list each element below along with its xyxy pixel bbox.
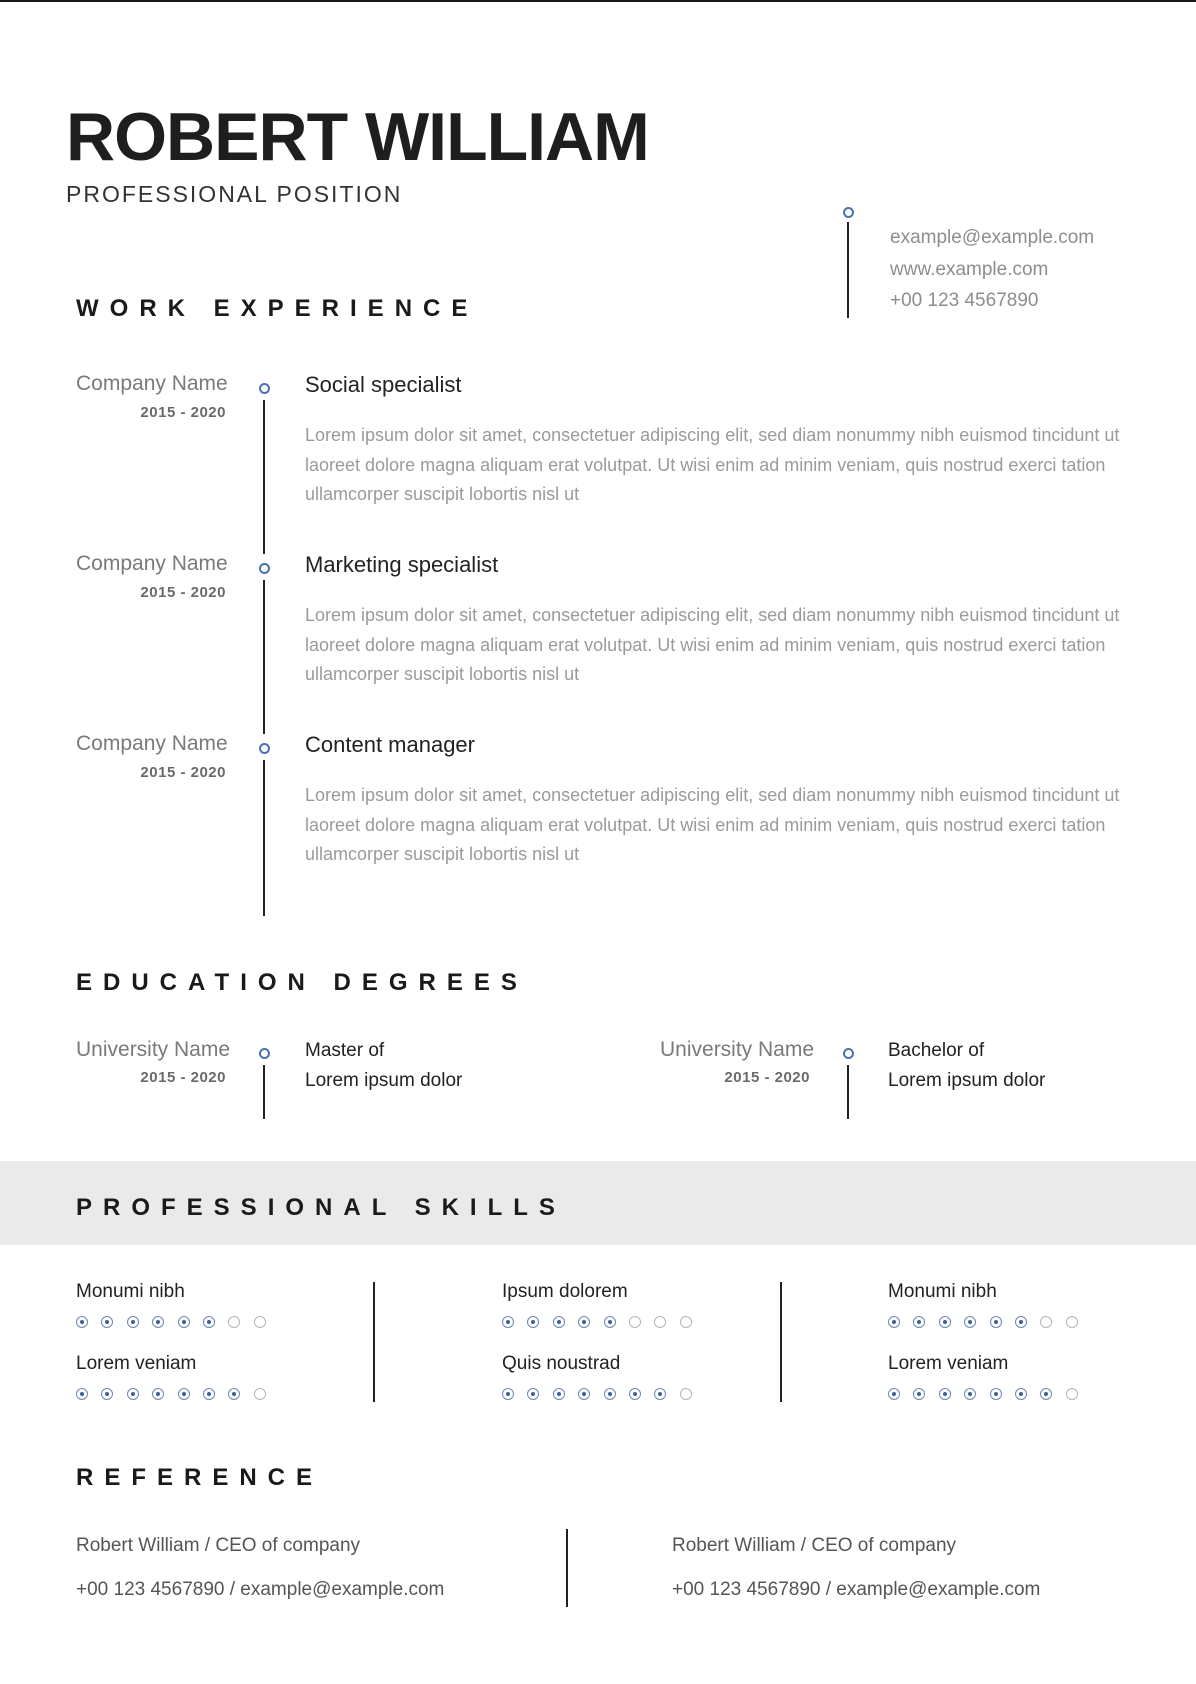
- rating-dot-filled: [152, 1388, 164, 1400]
- skill-rating: [76, 1388, 266, 1400]
- work-company-1: Company Name: [76, 372, 228, 395]
- work-company-3: Company Name: [76, 732, 228, 755]
- edu-years-2: 2015 - 2020: [724, 1069, 810, 1086]
- rating-dot-filled: [578, 1388, 590, 1400]
- work-description-2: Lorem ipsum dolor sit amet, consectetuer adipiscing elit, sed diam nonummy nibh euismod tincidunt ut laoreet dolore magna aliquam erat volutpat. Ut wisi enim ad minim veniam, quis nostrud exerci tation ullamcorper suscipit lobortis nisl ut: [305, 605, 1120, 684]
- rating-dot-filled: [203, 1388, 215, 1400]
- skill-rating: [502, 1316, 692, 1328]
- rating-dot-filled: [178, 1388, 190, 1400]
- rating-dot-empty: [680, 1316, 692, 1328]
- rating-dot-filled: [502, 1316, 514, 1328]
- work-description-3: Lorem ipsum dolor sit amet, consectetuer adipiscing elit, sed diam nonummy nibh euismod tincidunt ut laoreet dolore magna aliquam erat volutpat. Ut wisi enim ad minim veniam, quis nostrud exerci tation ullamcorper suscipit lobortis nisl ut: [305, 785, 1120, 864]
- edu-degree-1-line1: Master of: [305, 1040, 385, 1061]
- rating-dot-filled: [913, 1316, 925, 1328]
- rating-dot-filled: [76, 1316, 88, 1328]
- rating-dot-filled: [101, 1316, 113, 1328]
- work-timeline-dot-1: [259, 383, 270, 394]
- edu-degree-2: [888, 1036, 1045, 1096]
- rating-dot-filled: [553, 1388, 565, 1400]
- edu-university-2: University Name: [660, 1038, 815, 1061]
- skills-divider-2: [780, 1282, 782, 1402]
- edu-university-1: University Name: [76, 1038, 231, 1061]
- rating-dot-filled: [228, 1388, 240, 1400]
- rating-dot-filled: [1040, 1388, 1052, 1400]
- rating-dot-empty: [680, 1388, 692, 1400]
- work-company-2: Company Name: [76, 552, 228, 575]
- skill-label-6: Lorem veniam: [888, 1353, 1009, 1374]
- rating-dot-filled: [604, 1316, 616, 1328]
- reference-2-contact: +00 123 4567890 / example@example.com: [672, 1579, 1041, 1600]
- rating-dot-filled: [527, 1316, 539, 1328]
- rating-dot-filled: [152, 1316, 164, 1328]
- contact-email[interactable]: example@example.com: [890, 227, 1095, 248]
- reference-1-contact: +00 123 4567890 / example@example.com: [76, 1579, 445, 1600]
- rating-dot-empty: [228, 1316, 240, 1328]
- reference-2-name: Robert William / CEO of company: [672, 1535, 957, 1556]
- skills-heading: PROFESSIONAL SKILLS: [76, 1194, 566, 1221]
- work-timeline-dot-2: [259, 563, 270, 574]
- work-timeline-line-1: [263, 400, 265, 554]
- edu-years-1: 2015 - 2020: [140, 1069, 226, 1086]
- work-timeline-dot-3: [259, 743, 270, 754]
- contact-timeline-dot: [843, 207, 854, 218]
- rating-dot-filled: [101, 1388, 113, 1400]
- rating-dot-filled: [604, 1388, 616, 1400]
- skill-label-4: Quis noustrad: [502, 1353, 621, 1374]
- rating-dot-filled: [990, 1388, 1002, 1400]
- rating-dot-filled: [127, 1316, 139, 1328]
- rating-dot-empty: [1040, 1316, 1052, 1328]
- work-role-3: Content manager: [305, 732, 475, 757]
- work-experience-heading: WORK EXPERIENCE: [76, 295, 479, 322]
- contact-phone: +00 123 4567890: [890, 290, 1039, 311]
- edu-degree-1-line2: Lorem ipsum dolor: [305, 1070, 463, 1091]
- rating-dot-filled: [888, 1316, 900, 1328]
- rating-dot-filled: [990, 1316, 1002, 1328]
- rating-dot-filled: [127, 1388, 139, 1400]
- edu-degree-1: [305, 1036, 462, 1096]
- professional-position: PROFESSIONAL POSITION: [66, 181, 403, 207]
- reference-1-name: Robert William / CEO of company: [76, 1535, 361, 1556]
- rating-dot-empty: [254, 1388, 266, 1400]
- top-rule: [0, 0, 1196, 2]
- rating-dot-filled: [553, 1316, 565, 1328]
- skill-label-5: Monumi nibh: [888, 1281, 997, 1302]
- reference-divider: [566, 1529, 568, 1607]
- rating-dot-filled: [502, 1388, 514, 1400]
- work-timeline-line-3: [263, 760, 265, 916]
- reference-heading: REFERENCE: [76, 1464, 324, 1491]
- rating-dot-filled: [203, 1316, 215, 1328]
- work-years-3: 2015 - 2020: [140, 764, 226, 781]
- skill-rating: [888, 1388, 1078, 1400]
- rating-dot-filled: [76, 1388, 88, 1400]
- rating-dot-filled: [578, 1316, 590, 1328]
- edu-timeline-line-1: [263, 1065, 265, 1119]
- rating-dot-filled: [527, 1388, 539, 1400]
- work-description-1: Lorem ipsum dolor sit amet, consectetuer adipiscing elit, sed diam nonummy nibh euismod tincidunt ut laoreet dolore magna aliquam erat volutpat. Ut wisi enim ad minim veniam, quis nostrud exerci tation ullamcorper suscipit lobortis nisl ut: [305, 425, 1120, 504]
- skill-label-3: Ipsum dolorem: [502, 1281, 628, 1302]
- full-name: ROBERT WILLIAM: [66, 99, 649, 175]
- skill-label-1: Monumi nibh: [76, 1281, 185, 1302]
- edu-timeline-line-2: [847, 1065, 849, 1119]
- skills-divider-1: [373, 1282, 375, 1402]
- rating-dot-filled: [964, 1388, 976, 1400]
- edu-timeline-dot-2: [843, 1048, 854, 1059]
- contact-website[interactable]: www.example.com: [890, 258, 1049, 280]
- contact-block: [890, 222, 1094, 317]
- skill-rating: [502, 1388, 692, 1400]
- rating-dot-empty: [654, 1316, 666, 1328]
- rating-dot-filled: [654, 1388, 666, 1400]
- skill-label-2: Lorem veniam: [76, 1353, 197, 1374]
- edu-degree-2-line1: Bachelor of: [888, 1040, 985, 1061]
- rating-dot-filled: [913, 1388, 925, 1400]
- rating-dot-filled: [888, 1388, 900, 1400]
- skill-rating: [76, 1316, 266, 1328]
- rating-dot-filled: [1015, 1316, 1027, 1328]
- rating-dot-filled: [1015, 1388, 1027, 1400]
- work-years-1: 2015 - 2020: [140, 404, 226, 421]
- rating-dot-filled: [939, 1316, 951, 1328]
- work-timeline-line-2: [263, 580, 265, 734]
- rating-dot-empty: [1066, 1388, 1078, 1400]
- rating-dot-filled: [939, 1388, 951, 1400]
- rating-dot-filled: [629, 1388, 641, 1400]
- skill-rating: [888, 1316, 1078, 1328]
- rating-dot-empty: [629, 1316, 641, 1328]
- rating-dot-filled: [964, 1316, 976, 1328]
- edu-degree-2-line2: Lorem ipsum dolor: [888, 1070, 1046, 1091]
- work-role-1: Social specialist: [305, 372, 462, 397]
- work-years-2: 2015 - 2020: [140, 584, 226, 601]
- work-role-2: Marketing specialist: [305, 552, 499, 577]
- rating-dot-filled: [178, 1316, 190, 1328]
- rating-dot-empty: [1066, 1316, 1078, 1328]
- contact-divider: [847, 222, 849, 318]
- education-heading: EDUCATION DEGREES: [76, 969, 528, 996]
- rating-dot-empty: [254, 1316, 266, 1328]
- edu-timeline-dot-1: [259, 1048, 270, 1059]
